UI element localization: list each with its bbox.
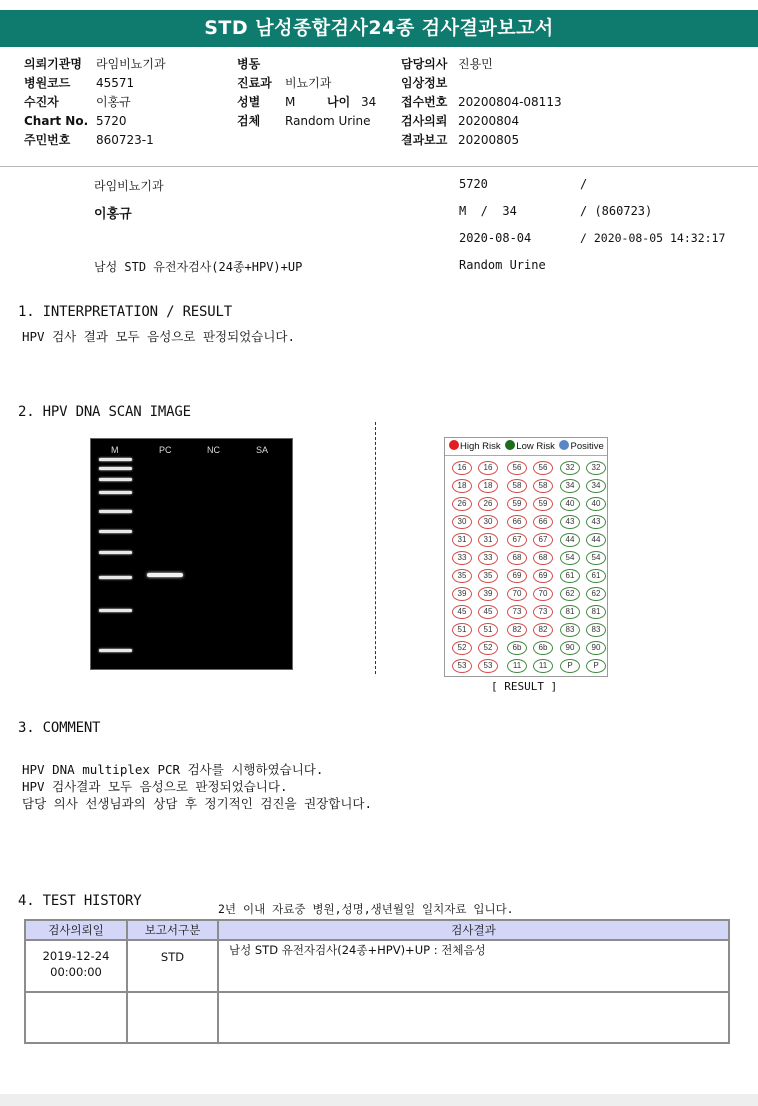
hpv-type-pill: 34 [586,479,606,493]
comment-line: 담당 의사 선생님과의 상담 후 정기적인 검진을 권장합니다. [22,796,373,811]
hpv-type-pill: 61 [586,569,606,583]
request-date-label: 검사의뢰 [401,114,448,128]
legend-low-risk: Low Risk [516,441,555,452]
clinical-info-label: 임상정보 [401,76,448,90]
hpv-type-pill: 67 [507,533,527,547]
chart-no-value: 5720 [96,114,127,128]
hpv-type-pill: 26 [478,497,498,511]
ladder-band [99,491,132,494]
hpv-type-pill: 70 [507,587,527,601]
hpv-type-pill: 62 [586,587,606,601]
table-row [25,992,729,1043]
table-row [25,940,729,992]
hpv-type-pill: 59 [507,497,527,511]
result-legend [445,438,607,456]
summary-name: 이홍규 [94,207,132,222]
summary-chart: 5720 [459,177,488,191]
hpv-type-pill: 82 [533,623,553,637]
clinic-value: 라임비뇨기과 [96,57,166,71]
lane-label-pc: PC [159,445,172,455]
header-col-1 [24,55,166,150]
request-date-value: 20200804 [458,114,520,128]
legend-high-risk: High Risk [460,441,501,452]
hpv-type-pill: 6b [533,641,553,655]
hpv-type-pill: 18 [452,479,472,493]
hpv-type-pill: P [586,659,606,673]
hpv-type-pill: 56 [507,461,527,475]
ladder-band [99,576,132,579]
hpv-type-pill: 81 [586,605,606,619]
history-col-type: 보고서구분 [127,920,218,940]
hpv-type-pill: 44 [586,533,606,547]
hpv-type-pill: 73 [507,605,527,619]
hpv-type-pill: 33 [478,551,498,565]
header-col-2 [237,55,376,131]
summary-slash: / [580,177,588,191]
hpv-type-pill: 56 [533,461,553,475]
gel-electrophoresis-image [90,438,293,670]
history-result-cell [218,992,729,1043]
history-result-cell: 남성 STD 유전자검사(24종+HPV)+UP : 전체음성 [218,940,729,992]
specimen-label: 검체 [237,114,261,128]
hpv-type-pill: 32 [586,461,606,475]
lane-label-m: M [111,445,119,455]
department-label: 진료과 [237,76,272,90]
legend-positive: Positive [570,441,604,452]
history-type-cell [127,992,218,1043]
ladder-band [99,551,132,554]
patient-label: 수진자 [24,95,59,109]
hpv-type-pill: 39 [478,587,498,601]
ladder-band [99,649,132,652]
ladder-band [99,458,132,461]
report-date-label: 결과보고 [401,133,448,147]
sex-value: M [285,95,296,109]
hpv-type-pill: P [560,659,580,673]
header-col-3 [401,55,562,150]
hpv-type-pill: 69 [507,569,527,583]
department-value: 비뇨기과 [285,76,332,90]
hpv-type-pill: 31 [478,533,498,547]
hpv-type-pill: 90 [560,641,580,655]
hpv-type-pill: 31 [452,533,472,547]
lane-label-nc: NC [207,445,220,455]
hpv-type-pill: 68 [507,551,527,565]
ladder-band [99,510,132,513]
hpv-type-pill: 11 [507,659,527,673]
comment-line: HPV 검사결과 모두 음성으로 판정되었습니다. [22,779,288,794]
hpv-type-pill: 40 [560,497,580,511]
receipt-no-value: 20200804-08113 [458,95,562,109]
hpv-type-pill: 83 [560,623,580,637]
summary-specimen: Random Urine [459,258,546,272]
hpv-type-pill: 11 [533,659,553,673]
clinic-label: 의뢰기관명 [24,57,82,71]
result-caption: [ RESULT ] [491,680,558,693]
hpv-type-pill: 26 [452,497,472,511]
hpv-type-pill: 58 [533,479,553,493]
hpv-type-pill: 30 [478,515,498,529]
summary-received: 2020-08-04 [459,231,532,245]
ladder-band [99,467,132,470]
hpv-type-pill: 83 [586,623,606,637]
patient-value: 이홍규 [96,95,131,109]
history-col-result: 검사결과 [218,920,729,940]
history-note: 2년 이내 자료중 병원,성명,생년월일 일치자료 입니다. [218,902,514,916]
hpv-type-pill: 30 [452,515,472,529]
summary-reported: / 2020-08-05 14:32:17 [580,231,726,245]
hpv-type-pill: 59 [533,497,553,511]
hpv-type-pill: 32 [560,461,580,475]
footer-band [0,1094,758,1106]
section-1-title: 1. INTERPRETATION / RESULT [18,304,232,320]
hpv-type-pill: 53 [478,659,498,673]
high-risk-dot-icon [449,440,459,450]
chart-no-label: Chart No. [24,114,89,128]
ladder-band [99,478,132,481]
comment-line: HPV DNA multiplex PCR 검사를 시행하였습니다. [22,762,324,777]
hpv-type-pill: 44 [560,533,580,547]
receipt-no-label: 접수번호 [401,95,448,109]
hpv-type-pill: 58 [507,479,527,493]
hpv-type-pill: 43 [560,515,580,529]
hpv-type-pill: 53 [452,659,472,673]
summary-clinic: 라임비뇨기과 [94,179,164,193]
hpv-result-panel [444,437,608,677]
hospital-code-value: 45571 [96,76,135,90]
summary-sex-age: M / 34 [459,204,517,218]
image-divider [375,422,376,674]
resident-no-value: 860723-1 [96,133,154,147]
sex-label: 성별 [237,95,261,109]
hpv-type-pill: 66 [507,515,527,529]
section-2-title: 2. HPV DNA SCAN IMAGE [18,404,191,420]
hpv-type-pill: 62 [560,587,580,601]
hpv-type-pill: 45 [478,605,498,619]
age-value: 34 [361,95,377,109]
hpv-type-pill: 54 [586,551,606,565]
hpv-type-pill: 16 [452,461,472,475]
hpv-type-pill: 40 [586,497,606,511]
hpv-type-pill: 90 [586,641,606,655]
history-time: 00:00:00 [50,965,102,979]
hpv-type-pill: 16 [478,461,498,475]
hpv-type-pill: 43 [586,515,606,529]
hpv-type-pill: 70 [533,587,553,601]
hpv-type-pill: 52 [452,641,472,655]
hpv-type-pill: 51 [452,623,472,637]
history-date: 2019-12-24 [42,949,110,963]
hpv-type-pill: 18 [478,479,498,493]
age-label: 나이 [327,95,351,109]
low-risk-dot-icon [505,440,515,450]
summary-test-name: 남성 STD 유전자검사(24종+HPV)+UP [94,260,303,274]
history-table [24,919,730,1044]
hpv-type-pill: 82 [507,623,527,637]
hpv-type-pill: 35 [478,569,498,583]
resident-no-label: 주민번호 [24,133,71,147]
history-col-date: 검사의뢰일 [25,920,127,940]
ladder-band [99,530,132,533]
interpretation-text: HPV 검사 결과 모두 음성으로 판정되었습니다. [22,329,296,344]
history-date-cell [25,940,127,992]
ladder-band [99,609,132,612]
hpv-type-pill: 33 [452,551,472,565]
hpv-type-pill: 68 [533,551,553,565]
hpv-type-pill: 39 [452,587,472,601]
hpv-type-pill: 81 [560,605,580,619]
comment-text [22,761,372,812]
section-4-title: 4. TEST HISTORY [18,893,142,909]
lane-label-sa: SA [256,445,269,455]
pc-band [147,573,183,577]
doctor-label: 담당의사 [401,57,448,71]
hospital-code-label: 병원코드 [24,76,71,90]
hpv-type-pill: 66 [533,515,553,529]
hpv-type-pill: 73 [533,605,553,619]
hpv-type-pill: 35 [452,569,472,583]
hpv-type-pill: 6b [507,641,527,655]
hpv-type-pill: 51 [478,623,498,637]
ward-label: 병동 [237,57,261,71]
header-divider [0,166,758,167]
hpv-type-pill: 69 [533,569,553,583]
specimen-value: Random Urine [285,114,371,128]
hpv-type-pill: 45 [452,605,472,619]
hpv-type-pill: 54 [560,551,580,565]
hpv-type-pill: 61 [560,569,580,583]
hpv-type-pill: 67 [533,533,553,547]
hpv-type-pill: 52 [478,641,498,655]
hpv-type-pill: 34 [560,479,580,493]
doctor-value: 진용민 [458,57,493,71]
report-title: STD 남성종합검사24종 검사결과보고서 [0,10,758,47]
positive-dot-icon [559,440,569,450]
summary-birth: / (860723) [580,204,653,218]
history-date-cell [25,992,127,1043]
history-header-row [25,920,729,940]
report-date-value: 20200805 [458,133,520,147]
section-3-title: 3. COMMENT [18,720,101,736]
history-type-cell: STD [127,940,218,992]
